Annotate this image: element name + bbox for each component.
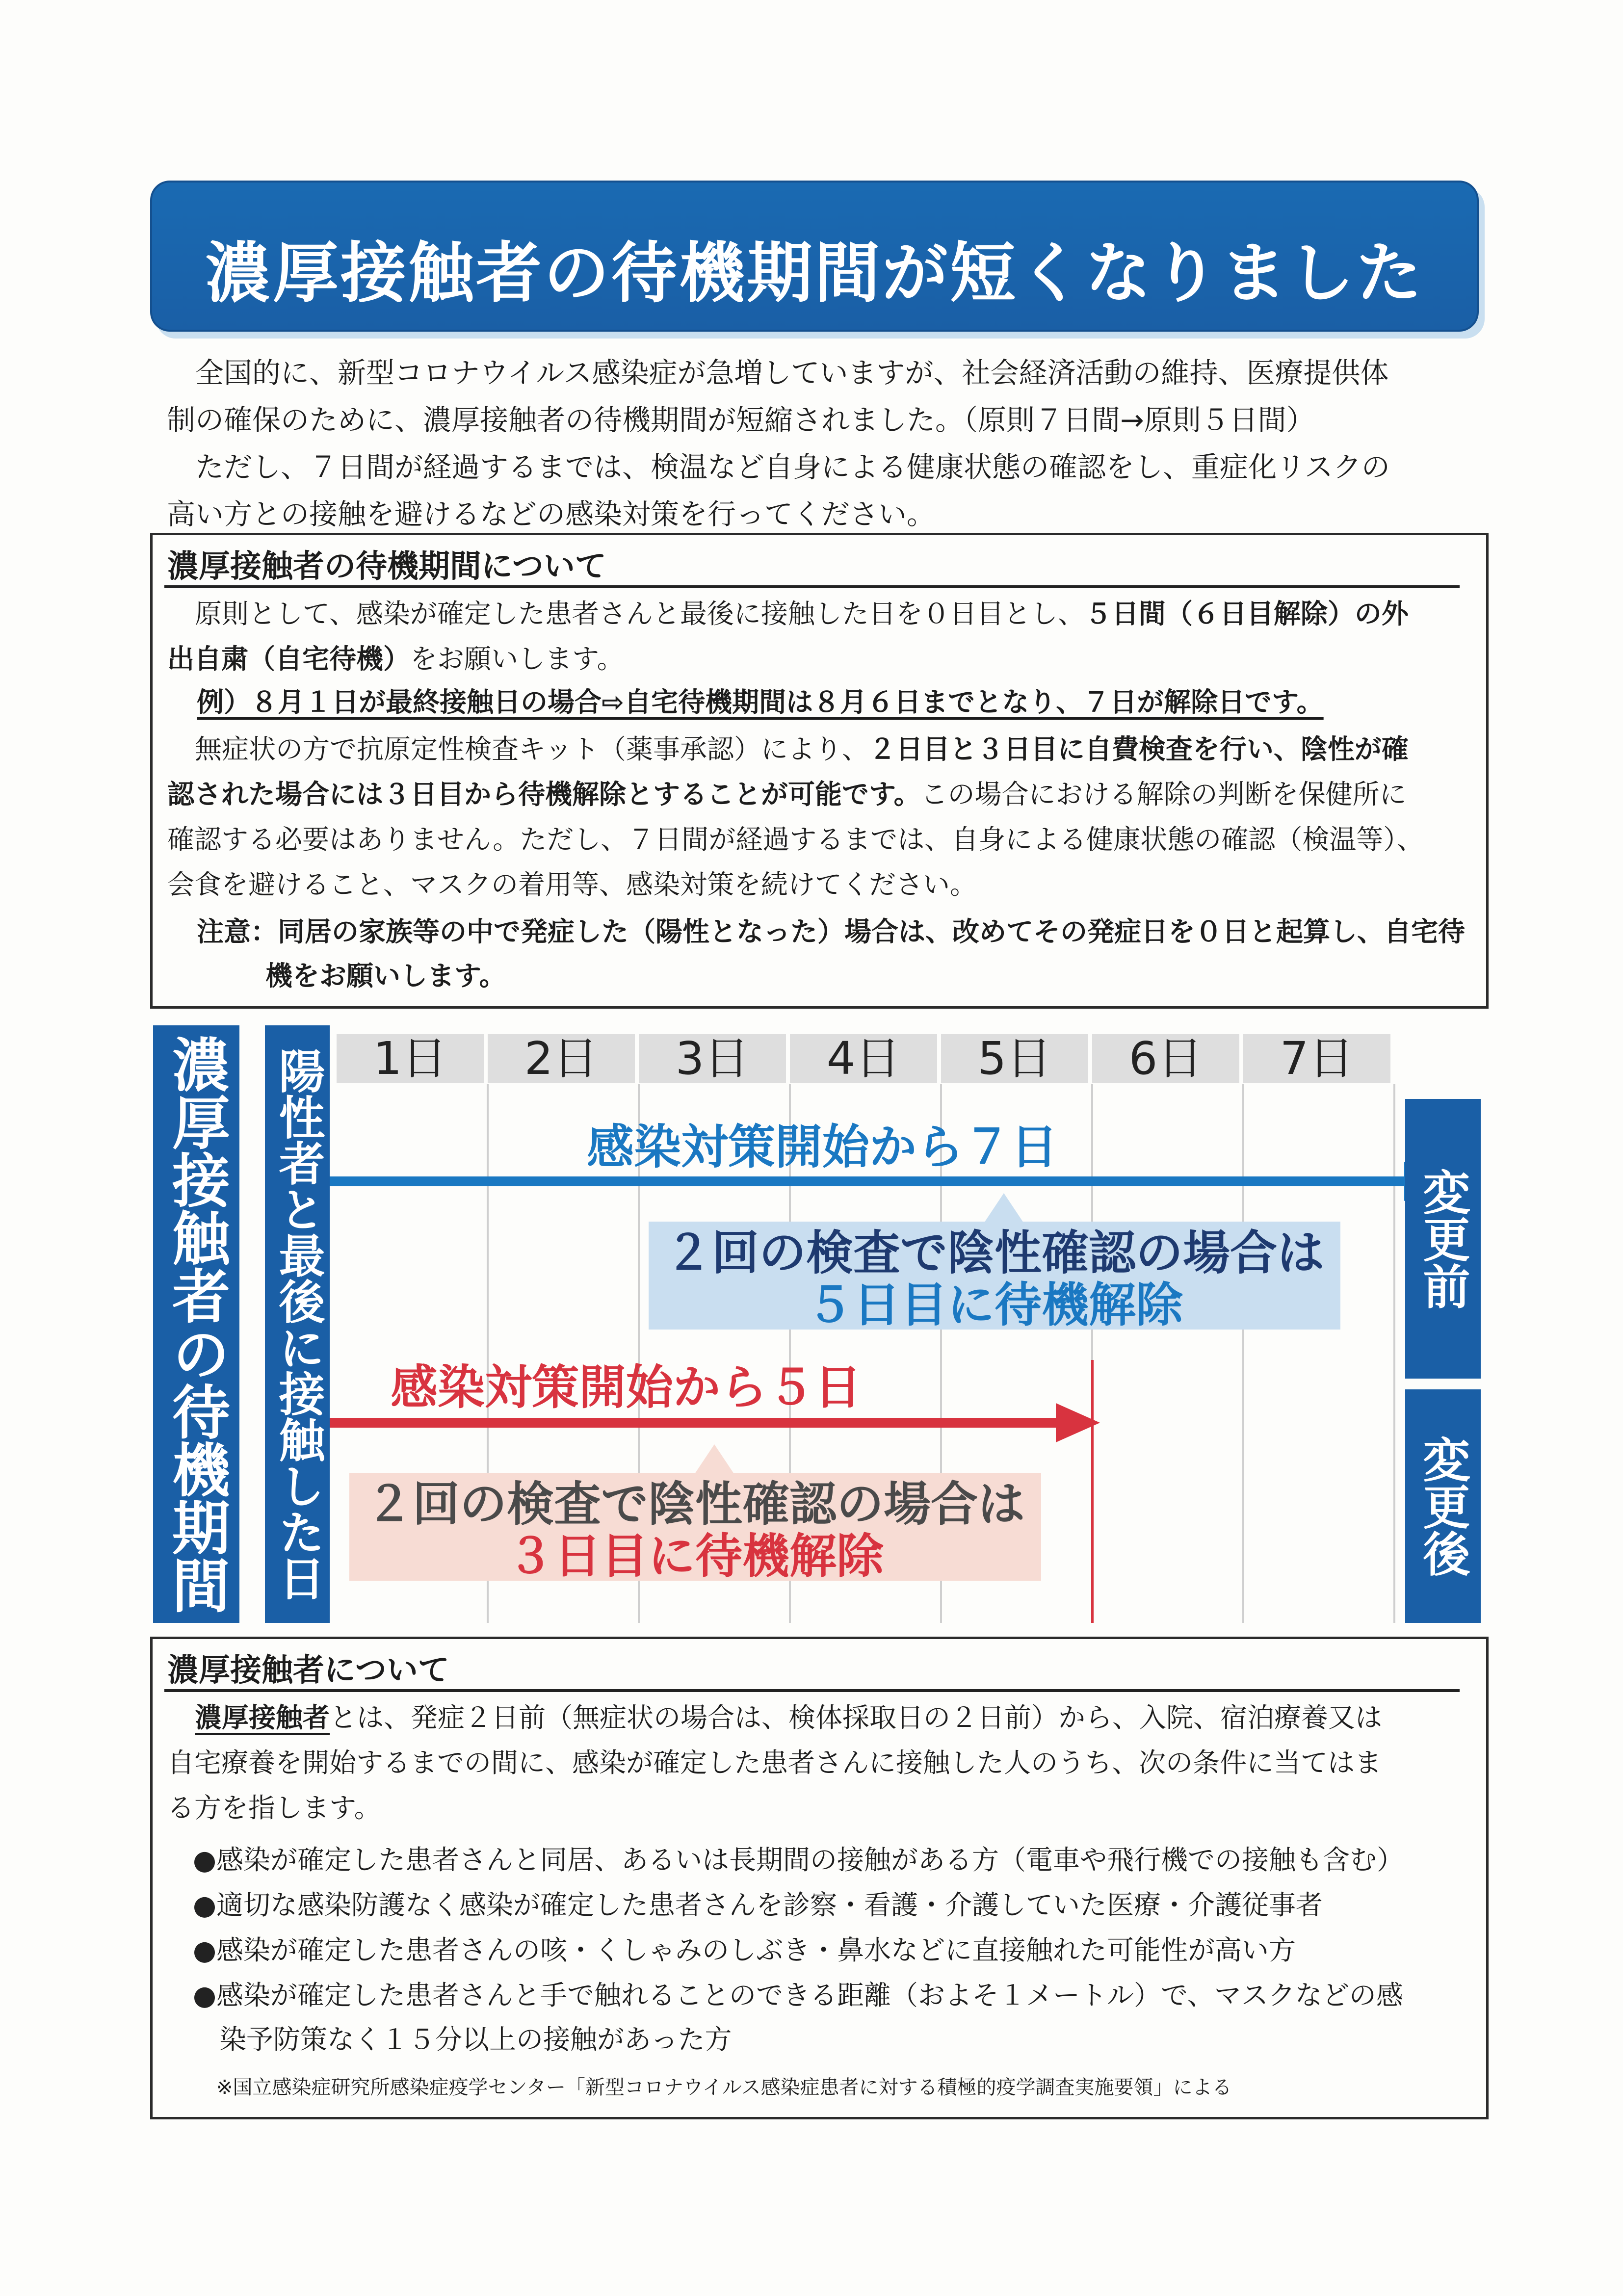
before-callout-line-2: ５日目に待機解除: [806, 1278, 1183, 1332]
after-tag: [1405, 1389, 1481, 1623]
page-title: 濃厚接触者の待機期間が短くなりました: [205, 235, 1424, 312]
before-arrow: [330, 1162, 1448, 1201]
condition-item: ●感染が確定した患者さんの咳・くしゃみのしぶき・鼻水などに直接触れた可能性が高い方: [193, 1934, 1296, 1966]
before-tag: [1405, 1099, 1481, 1379]
before-callout: [649, 1222, 1340, 1330]
bullet-icon: ●: [193, 1844, 216, 1876]
note-line-1: 注意：同居の家族等の中で発症した（陽性となった）場合は、改めてその発症日を０日と起算し、自宅待: [197, 916, 1466, 947]
before-tag-text: 変更前: [1415, 1168, 1470, 1309]
waiting-para-2-line-4: 会食を避けること、マスクの着用等、感染対策を続けてください。: [167, 869, 977, 900]
before-arrow-label: 感染対策開始から７日: [587, 1120, 1058, 1174]
bullet-icon: ●: [193, 1980, 216, 2011]
close-contact-para-line-3: る方を指します。: [167, 1792, 381, 1824]
bullet-icon: ●: [193, 1934, 216, 1966]
waiting-period-box: [150, 533, 1489, 1009]
after-callout: [349, 1473, 1041, 1584]
after-arrow-label: 感染対策開始から５日: [391, 1360, 862, 1415]
before-callout-line-1: ２回の検査で陰性確認の場合は: [665, 1226, 1324, 1280]
bullet-icon: ●: [193, 1889, 216, 1921]
waiting-period-diagram: [150, 1017, 1485, 1625]
after-callout-line-2: ３日目に待機解除: [507, 1529, 884, 1584]
section-heading-waiting-period: 濃厚接触者の待機期間について: [167, 548, 606, 585]
title-banner: [150, 181, 1479, 332]
condition-item: ●感染が確定した患者さんと手で触れることのできる距離（およそ１メートル）で、マスクなどの感: [193, 1980, 1403, 2011]
condition-item: ●適切な感染防護なく感染が確定した患者さんを診察・看護・介護していた医療・介護従事者: [193, 1889, 1323, 1921]
day-label-5: 5日: [941, 1034, 1088, 1083]
intro-line-3: ただし、７日間が経過するまでは、検温など自身による健康状態の確認をし、重症化リスクの: [195, 450, 1390, 484]
section-heading-close-contact: 濃厚接触者について: [167, 1652, 449, 1689]
intro-line-1: 全国的に、新型コロナウイルス感染症が急増していますが、社会経済活動の維持、医療提供体: [195, 356, 1389, 390]
after-callout-line-1: ２回の検査で陰性確認の場合は: [366, 1477, 1025, 1532]
diagram-side-label-text: 濃厚接触者の待機期間: [162, 1035, 230, 1614]
example-line: 例）８月１日が最終接触日の場合⇨自宅待機期間は８月６日までとなり、７日が解除日です。: [197, 686, 1324, 718]
close-contact-box: [150, 1637, 1489, 2119]
condition-item-continued: 染予防策なく１５分以上の接触があった方: [219, 2024, 732, 2055]
day-label-1: 1日: [337, 1034, 484, 1083]
waiting-para-2-line-1: 無症状の方で抗原定性検査キット（薬事承認）により、２日目と３日目に自費検査を行い、陰性が確: [195, 733, 1409, 765]
diagram-start-label-text: 陽性者と最後に接触した日: [271, 1047, 324, 1601]
note-line-2: 機をお願いします。: [265, 960, 506, 991]
day-label-6: 6日: [1092, 1034, 1239, 1083]
waiting-para-2-line-3: 確認する必要はありません。ただし、７日間が経過するまでは、自身による健康状態の確認（検温等）、: [167, 824, 1424, 855]
day-label-7: 7日: [1243, 1034, 1390, 1083]
before-callout-pointer: [984, 1193, 1023, 1223]
section-rule: [164, 1689, 1460, 1692]
intro-line-4: 高い方との接触を避けるなどの感染対策を行ってください。: [167, 497, 936, 531]
section-rule: [164, 585, 1460, 588]
day-label-4: 4日: [790, 1034, 937, 1083]
diagram-start-label: [265, 1025, 330, 1623]
day-label-3: 3日: [639, 1034, 786, 1083]
after-arrow: [330, 1403, 1105, 1442]
day-label-2: 2日: [488, 1034, 635, 1083]
intro-line-2: 制の確保のために、濃厚接触者の待機期間が短縮されました。（原則７日間→原則５日間）: [167, 403, 1315, 437]
release-day-marker: [1091, 1360, 1094, 1623]
source-note: ※国立感染症研究所感染症疫学センター「新型コロナウイルス感染症患者に対する積極的疫学調査実施要領」による: [216, 2076, 1232, 2099]
after-tag-text: 変更後: [1415, 1435, 1470, 1577]
waiting-para-1-line-1: 原則として、感染が確定した患者さんと最後に接触した日を０日目とし、５日間（６日目解除）の外: [195, 598, 1409, 629]
close-contact-para-line-1: 濃厚接触者とは、発症２日前（無症状の場合は、検体採取日の２日前）から、入院、宿泊療養又は: [195, 1702, 1383, 1733]
after-callout-pointer: [695, 1444, 734, 1474]
condition-item: ●感染が確定した患者さんと同居、あるいは長期間の接触がある方（電車や飛行機での接触も含む）: [193, 1844, 1404, 1876]
close-contact-para-line-2: 自宅療養を開始するまでの間に、感染が確定した患者さんに接触した人のうち、次の条件に当てはま: [167, 1747, 1382, 1778]
diagram-side-label: [153, 1025, 239, 1623]
waiting-para-2-line-2: 認された場合には３日目から待機解除とすることが可能です。この場合における解除の判断を保健所に: [167, 779, 1407, 810]
waiting-para-1-line-2: 出自粛（自宅待機）をお願いします。: [167, 643, 624, 675]
